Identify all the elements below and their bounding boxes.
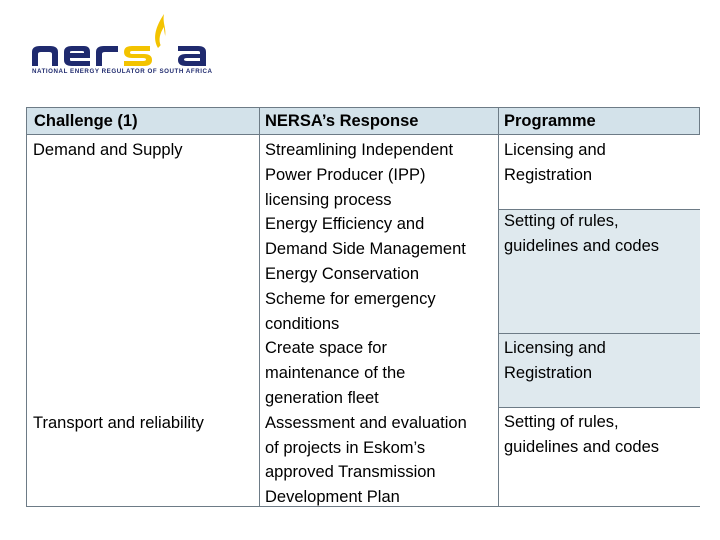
header-response: NERSA’s Response [259, 108, 498, 135]
programme-rules-1: Setting of rules, guidelines and codes [499, 209, 700, 333]
programme-column [498, 135, 699, 506]
response-column: Streamlining Independent Power Producer (IPP) licensing process Energy Efficiency and Demand Side Management Energy Conservation Scheme for emergency conditions Create space for maintenance of the generation fleet Assessment and evaluation of projects in Eskom’s approved Transmission Development Plan [259, 135, 498, 506]
programme-licensing-1: Licensing and Registration [499, 135, 700, 209]
challenge-response-table [26, 107, 700, 507]
header-challenge: Challenge (1) [27, 108, 259, 135]
logo-tagline: NATIONAL ENERGY REGULATOR OF SOUTH AFRICA [32, 68, 213, 75]
header-programme: Programme [498, 108, 699, 135]
challenge-column [27, 135, 259, 506]
challenge-demand-supply: Demand and Supply [33, 141, 183, 159]
programme-rules-2: Setting of rules, guidelines and codes [499, 407, 700, 506]
nersa-logo [30, 8, 220, 80]
nersa-logo-mark [30, 8, 220, 70]
challenge-transport-reliability: Transport and reliability [33, 414, 204, 432]
programme-licensing-2: Licensing and Registration [499, 333, 700, 407]
